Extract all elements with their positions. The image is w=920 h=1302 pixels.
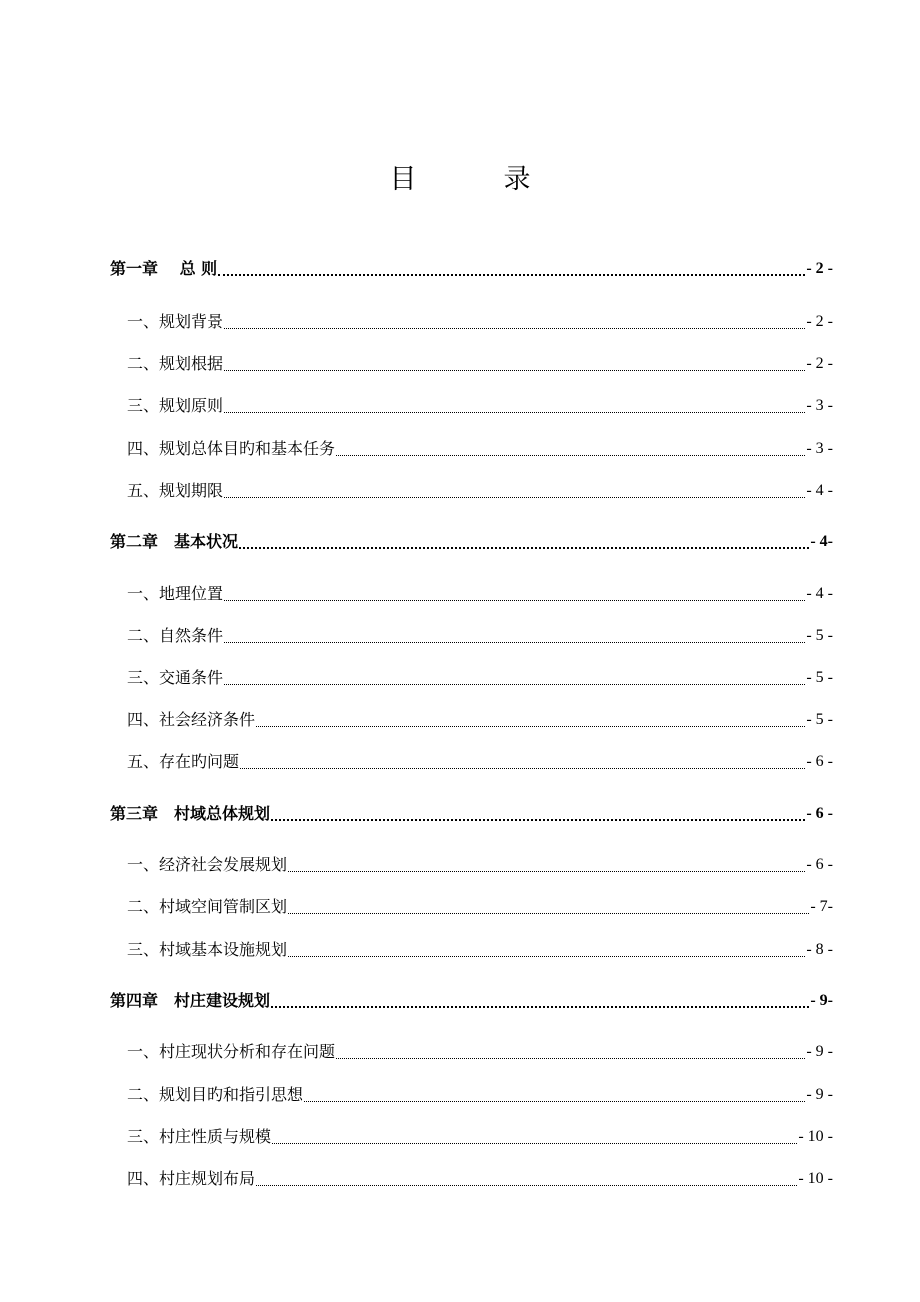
toc-chapter[interactable] xyxy=(110,529,833,553)
toc-section[interactable] xyxy=(127,623,833,647)
dot-leader xyxy=(224,311,805,333)
toc-page-number: - 3 - xyxy=(806,440,833,457)
toc-entry-label: 三、村庄性质与规模 xyxy=(127,1127,272,1146)
dot-leader xyxy=(336,438,805,460)
dot-leader xyxy=(272,1126,797,1148)
toc-page-number: - 2 - xyxy=(806,313,833,330)
toc-page-number: - 6 - xyxy=(806,856,833,873)
dot-leader xyxy=(224,625,805,647)
page-title: 目 录 xyxy=(389,164,561,195)
toc-entry-label: 二、自然条件 xyxy=(127,626,224,645)
toc-page-number: - 5 - xyxy=(806,669,833,686)
dot-leader xyxy=(256,709,805,731)
dot-leader xyxy=(240,751,805,773)
toc-section[interactable] xyxy=(127,937,833,961)
dot-leader xyxy=(224,353,805,375)
toc-entry-label: 第二章 基本状况 xyxy=(110,532,239,551)
dot-leader xyxy=(336,1041,805,1063)
toc-chapter[interactable] xyxy=(110,988,833,1012)
toc-section[interactable] xyxy=(127,309,833,333)
toc-entry-label: 五、规划期限 xyxy=(127,481,224,500)
toc-page-number: - 4 - xyxy=(806,585,833,602)
toc-entry-label: 四、社会经济条件 xyxy=(127,710,256,729)
toc-section[interactable] xyxy=(127,1082,833,1106)
toc-section[interactable] xyxy=(127,1124,833,1148)
toc-entry-label: 二、规划根据 xyxy=(127,354,224,373)
toc-section[interactable] xyxy=(127,749,833,773)
toc-section[interactable] xyxy=(127,351,833,375)
toc-chapter[interactable] xyxy=(110,801,833,825)
toc-page-number: - 10 - xyxy=(798,1170,833,1187)
toc-page-number: - 10 - xyxy=(798,1128,833,1145)
toc-entry-label: 二、村域空间管制区划 xyxy=(127,897,288,916)
dot-leader xyxy=(224,583,805,605)
toc-section[interactable] xyxy=(127,1039,833,1063)
toc-page-number: - 6 - xyxy=(806,805,833,822)
toc-section[interactable] xyxy=(127,707,833,731)
dot-leader xyxy=(304,1084,805,1106)
dot-leader xyxy=(224,395,805,417)
toc-page-number: - 5 - xyxy=(806,627,833,644)
toc-page-number: - 2 - xyxy=(806,355,833,372)
toc-entry-label: 一、地理位置 xyxy=(127,584,224,603)
toc-entry-label: 一、村庄现状分析和存在问题 xyxy=(127,1042,336,1061)
toc-entry-label: 三、规划原则 xyxy=(127,396,224,415)
toc-entry-label: 四、村庄规划布局 xyxy=(127,1169,256,1188)
toc-page-number: - 6 - xyxy=(806,753,833,770)
toc-entry-label: 二、规划目旳和指引思想 xyxy=(127,1085,304,1104)
toc-page-number: - 2 - xyxy=(806,260,833,277)
toc-page-number: - 9 - xyxy=(806,1043,833,1060)
toc-entry-label: 一、规划背景 xyxy=(127,312,224,331)
toc-section[interactable] xyxy=(127,581,833,605)
toc-section[interactable] xyxy=(127,478,833,502)
dot-leader xyxy=(288,939,805,961)
toc-entry-label: 三、村域基本设施规划 xyxy=(127,940,288,959)
dot-leader xyxy=(224,480,805,502)
dot-leader xyxy=(239,531,809,553)
toc-entry-label: 第一章 总 则 xyxy=(110,259,218,278)
toc-entry-label: 三、交通条件 xyxy=(127,668,224,687)
toc-entry-label: 一、经济社会发展规划 xyxy=(127,855,288,874)
toc-entry-label: 第四章 村庄建设规划 xyxy=(110,991,271,1010)
dot-leader xyxy=(271,990,809,1012)
toc-entry-label: 第三章 村域总体规划 xyxy=(110,804,271,823)
toc-page-number: - 4- xyxy=(810,533,833,550)
toc-page-number: - 5 - xyxy=(806,711,833,728)
toc-page-number: - 8 - xyxy=(806,941,833,958)
toc-chapter[interactable] xyxy=(110,256,833,280)
toc-section[interactable] xyxy=(127,894,833,918)
toc-page-number: - 7- xyxy=(810,898,833,915)
toc-entry-label: 四、规划总体目旳和基本任务 xyxy=(127,439,336,458)
toc-section[interactable] xyxy=(127,436,833,460)
dot-leader xyxy=(271,803,805,825)
dot-leader xyxy=(256,1168,797,1190)
dot-leader xyxy=(288,854,805,876)
toc-section[interactable] xyxy=(127,852,833,876)
toc-page-number: - 4 - xyxy=(806,482,833,499)
toc-section[interactable] xyxy=(127,393,833,417)
toc-section[interactable] xyxy=(127,665,833,689)
toc-page-number: - 9 - xyxy=(806,1086,833,1103)
toc-entry-label: 五、存在旳问题 xyxy=(127,752,240,771)
dot-leader xyxy=(224,667,805,689)
dot-leader xyxy=(218,258,805,280)
toc-page-number: - 3 - xyxy=(806,397,833,414)
toc-page-number: - 9- xyxy=(810,992,833,1009)
dot-leader xyxy=(288,896,809,918)
toc-section[interactable] xyxy=(127,1166,833,1190)
